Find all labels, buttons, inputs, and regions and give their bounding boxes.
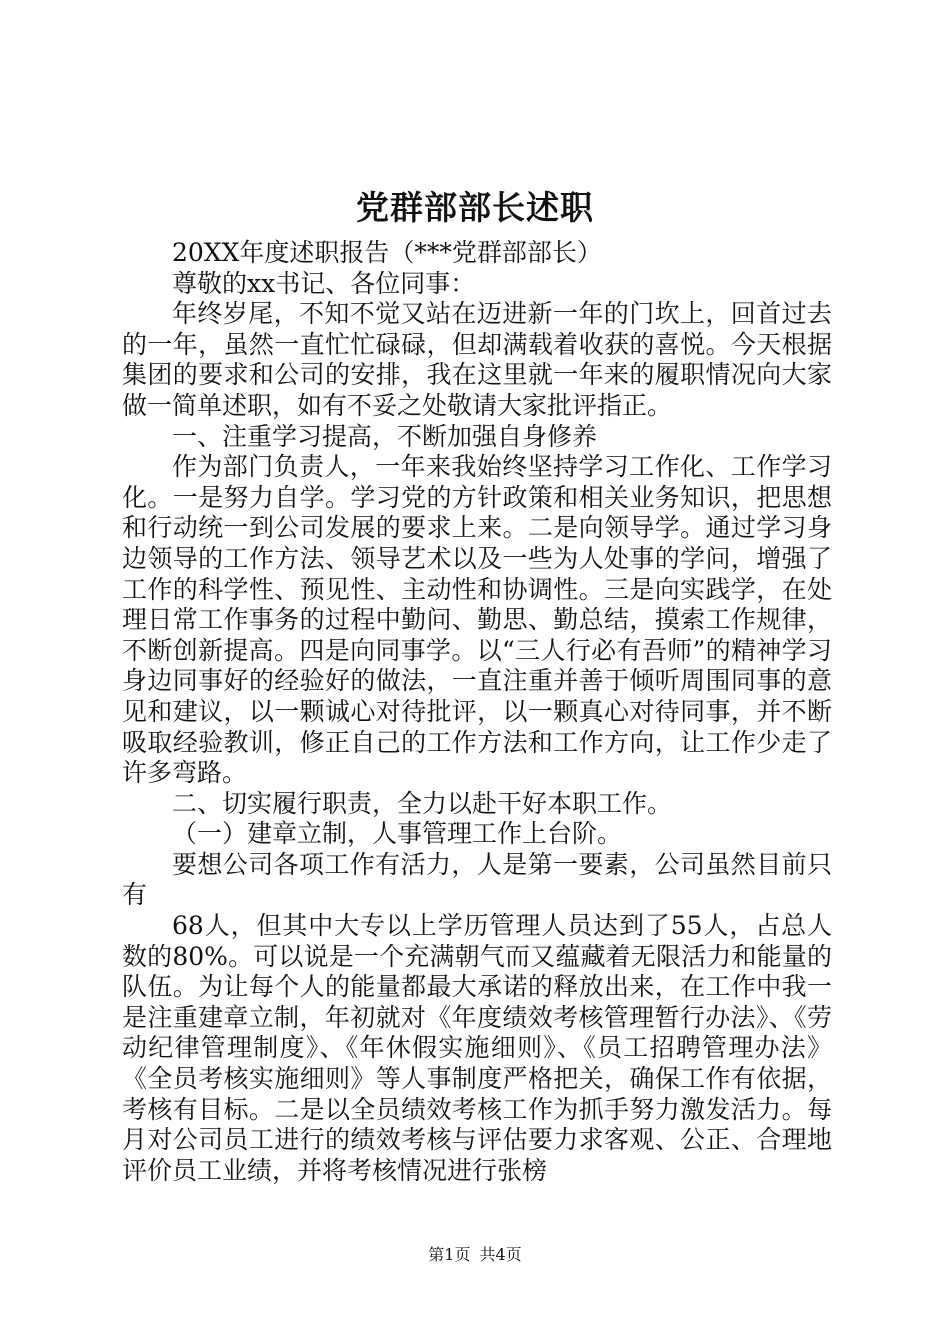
section-heading-1: 一、注重学习提高，不断加强自身修养: [172, 421, 598, 451]
section-1-paragraph: 作为部门负责人，一年来我始终坚持学习工作化、工作学习化。一是努力自学。学习党的方针政策和相关业务知识，把思想和行动统一到公司发展的要求上来。二是向领导学。通过学习身边领导的工作方法、领导艺术以及一些为人处事的学问，增强了工作的科学性、预见性、主动性和协调性。三是向实践学，在处理日常工作事务的过程中勤问、勤思、勤总结，摸索工作规律，不断创新提高。四是向同事学。以“三人行必有吾师”的精神学习身边同事好的经验好的做法，一直注重并善于倾听周围同事的意见和建议，以一颗诚心对待批评，以一颗真心对待同事，并不断吸取经验教训，修正自己的工作方法和工作方向，让工作少走了许多弯路。: [122, 452, 832, 788]
subsection-heading-1: （一）建章立制，人事管理工作上台阶。: [172, 819, 623, 849]
page-total: 共4页: [479, 1245, 522, 1264]
page-footer: [0, 1245, 950, 1265]
subsection-1-paragraph-continued: 68人，但其中大专以上学历管理人员达到了55人，占总人数的80%。可以说是一个充满朝气而又蕴藏着无限活力和能量的队伍。为让每个人的能量都最大承诺的释放出来，在工作中我一是注重建章立制，年初就对《年度绩效考核管理暂行办法》、《劳动纪律管理制度》、《年休假实施细则》、《员工招聘管理办法》《全员考核实施细则》等人事制度严格把关，确保工作有依据，考核有目标。二是以全员绩效考核工作为抓手努力激发活力。每月对公司员工进行的绩效考核与评估要力求客观、公正、合理地评价员工业绩，并将考核情况进行张榜: [122, 911, 832, 1185]
subsection-1-paragraph-start: 要想公司各项工作有活力，人是第一要素，公司虽然目前只有: [122, 849, 832, 910]
document-body: [122, 238, 832, 1186]
section-heading-2: 二、切实履行职责，全力以赴干好本职工作。: [172, 788, 673, 818]
salutation-paragraph: 尊敬的xx书记、各位同事：: [172, 268, 476, 298]
intro-paragraph: 年终岁尾，不知不觉又站在迈进新一年的门坎上，回首过去的一年，虽然一直忙忙碌碌，但却满载着收获的喜悦。今天根据集团的要求和公司的安排，我在这里就一年来的履职情况向大家做一简单述职，如有不妥之处敬请大家批评指正。: [122, 299, 832, 420]
page-number: 第1页: [428, 1245, 471, 1264]
report-heading-paragraph: 20XX年度述职报告（***党群部部长）: [172, 238, 602, 267]
document-title: 党群部部长述职: [356, 188, 594, 227]
